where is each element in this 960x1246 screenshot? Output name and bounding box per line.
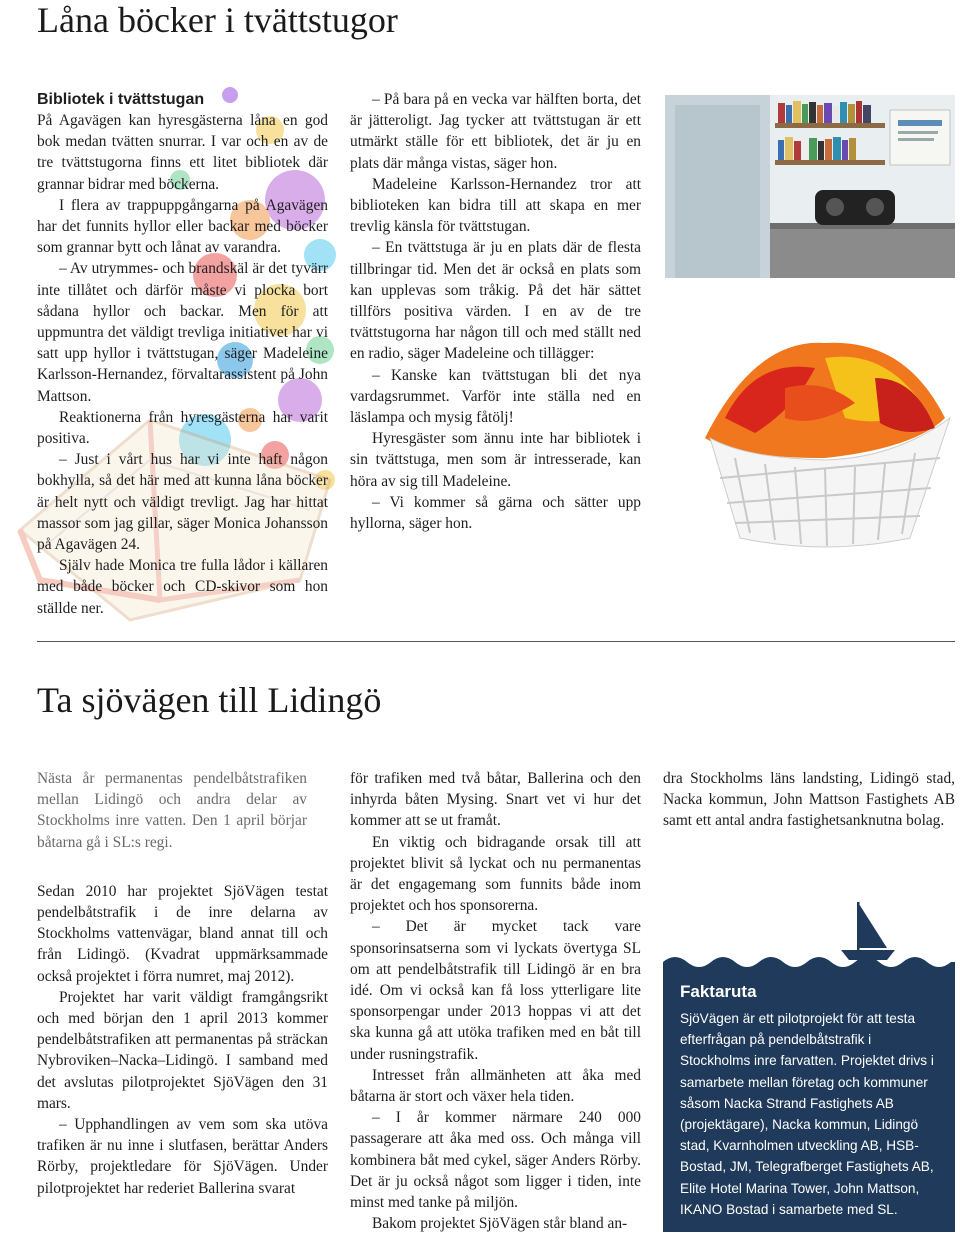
sailboat-icon	[663, 898, 955, 984]
article1-column-1	[37, 89, 328, 619]
paragraph: – På bara på en vecka var hälften borta, det är jätteroligt. Jag tycker att tvättstugan är ett utmärkt ställe för ett bibliotek, det är ju en plats där många vistas, säger hon.	[350, 91, 641, 172]
paragraph: På Agavägen kan hyresgästerna låna en god bok medan tvätten snurrar. I var och en av de tre tvättstugorna finns ett litet bibliotek där grannar bidrar med böckerna.	[37, 112, 328, 193]
laundry-room-photo	[665, 95, 955, 278]
paragraph: – Upphandlingen av vem som ska utöva trafiken är nu inne i slutfasen, berättar Anders Rörby, projektledare för SjöVägen. Under pilotprojektet har rederiet Ballerina svarat	[37, 1116, 328, 1197]
paragraph: Själv hade Monica tre fulla lådor i källaren med både böcker och CD-skivor som hon ställde ner.	[37, 557, 328, 617]
paragraph: Reaktionerna från hyresgästerna har varit positiva.	[37, 408, 328, 448]
paragraph: – I år kommer närmare 240 000 passagerare att åka med oss. Och många vill kombinera båt med cykel, säger Anders Rörby. Det är ju också något som ligger i tiden, inte minst med tanke på miljön.	[350, 1109, 641, 1212]
article1-title: Låna böcker i tvättstugor	[37, 0, 398, 40]
section-divider	[37, 641, 955, 642]
paragraph: – Det är mycket tack vare sponsorinsatserna som vi lyckats övertyga SL om att pendelbåtstrafik till Lidingö är en bra idé. Om vi också kan få loss ytterligare lite sponsorpengar under 2013 hoppas vi att det ska kunna gå att utöka trafiken med en båt till under rusningstrafik.	[350, 918, 641, 1063]
paragraph: Projektet har varit väldigt framgångsrikt och med början den 1 april 2013 kommer pendelbåtstrafiken att permanentas på sträckan Nybroviken–Nacka–Lidingö. I samband med det avslutas pilotprojektet SjöVägen den 31 mars.	[37, 988, 328, 1112]
paragraph: Madeleine Karlsson-Hernandez tror att biblioteken kan bidra till att skapa en mer trevlig känsla för tvättstugan.	[350, 175, 641, 236]
article2-column-3	[663, 768, 955, 832]
paragraph: En viktig och bidragande orsak till att projektet blivit så lyckat och nu permanentas är det engagemang som funnits både inom projektet och hos sponsorerna.	[350, 833, 641, 915]
article2-column-1	[37, 768, 328, 1199]
paragraph: Bakom projektet SjöVägen står bland an-	[372, 1215, 628, 1233]
faktaruta-title: Faktaruta	[680, 982, 757, 1001]
paragraph: – Just i vårt hus har vi inte haft någon bokhylla, så det här med att kunna låna böcker är helt nytt och väldigt trevligt. Jag har hittat massor som jag gillar, säger Monica Johansson på Agavägen 24.	[37, 451, 328, 554]
paragraph: Intresset från allmänheten att åka med båtarna är stort och växer hela tiden.	[350, 1066, 641, 1106]
paragraph: – En tvättstuga är ju en plats där de flesta tillbringar tid. Men det är också en plats som kan upplevas som tråkig. På det här sättet tillförs positiva värden. I en av de tre tvättstugorna har någon till och med ställt ned en radio, säger Madeleine och tillägger:	[350, 239, 641, 363]
laundry-basket-photo	[695, 318, 960, 553]
paragraph: – Kanske kan tvättstugan bli det nya vardagsrummet. Varför inte ställa ned en läslampa och mysig fåtölj!	[350, 366, 641, 427]
paragraph: dra Stockholms läns landsting, Lidingö stad, Nacka kommun, John Mattson Fastighets AB samt ett antal andra fastighetsanknutna bolag.	[663, 770, 955, 830]
paragraph: Hyresgäster som ännu inte har bibliotek i sin tvättstuga, men som är intresserade, kan höra av sig till Madeleine.	[350, 430, 641, 490]
article2-column-2	[350, 768, 641, 1234]
paragraph: – Vi kommer så gärna och sätter upp hyllorna, säger hon.	[350, 493, 641, 533]
paragraph: för trafiken med två båtar, Ballerina och den inhyrda båten Mysing. Snart vet vi hur det kommer att se ut framåt.	[350, 770, 641, 830]
article2-lede: Nästa år permanentas pendelbåtstrafiken mellan Lidingö och andra delar av Stockholms inre vatten. Den 1 april börjar båtarna gå i SL:s regi.	[37, 770, 307, 851]
article1-column-2	[350, 89, 641, 534]
faktaruta-box	[663, 980, 955, 1232]
article1-subheading: Bibliotek i tvättstugan	[37, 91, 205, 108]
paragraph: – Av utrymmes- och brandskäl är det tyvärr inte tillåtet och därför måste vi plocka bort sådana hyllor och backar. Men för att uppmuntra det väldigt trevliga initiativet har vi satt upp hyllor i tvättstugan, säger Madeleine Karlsson-Hernandez, förvaltarassistent på John Mattson.	[37, 260, 328, 405]
faktaruta-text: SjöVägen är ett pilotprojekt för att testa efterfrågan på pendelbåtstrafik i Stockholms inre farvatten. Projektet drivs i samarbete mellan företag och kommuner såsom Nacka Strand Fastighets AB (projektägare), Nacka kommun, Lidingö stad, Kvarnholmen utveckling AB, HSB-Bostad, JM, Telegrafberget Fastighets AB, Elite Hotel Marina Tower, John Mattson, IKANO Bostad i samarbete med SL.	[680, 1011, 934, 1217]
article2-title: Ta sjövägen till Lidingö	[37, 680, 382, 720]
paragraph: Sedan 2010 har projektet SjöVägen testat pendelbåtstrafik i de inre delarna av Stockholms vattenvägar, bland annat till och från Lidingö. (Kvadrat uppmärksammade också projektet i förra numret, maj 2012).	[37, 882, 328, 985]
paragraph: I flera av trappuppgångarna på Agavägen har det funnits hyllor eller backar med böcker som grannar bytt och lånat av varandra.	[37, 196, 328, 257]
